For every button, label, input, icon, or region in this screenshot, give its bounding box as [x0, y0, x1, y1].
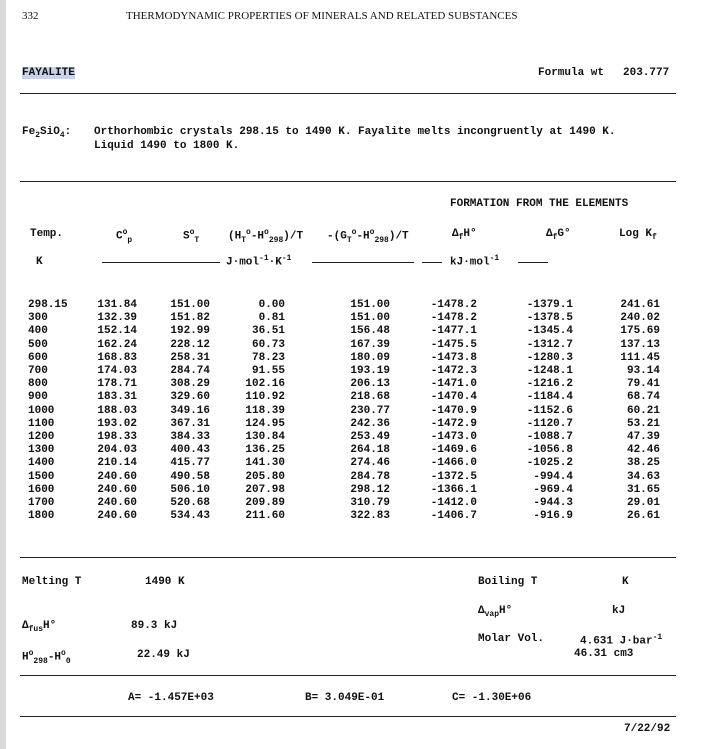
cell-temp: 500 — [28, 338, 48, 351]
cell-h: 110.92 — [245, 391, 285, 404]
cell-g: 230.77 — [350, 404, 390, 417]
cell-g: 180.09 — [350, 351, 390, 364]
cell-dfh: -1466.0 — [430, 457, 477, 470]
chemical-formula: $Fe_2SiO_4$: — [22, 126, 72, 141]
cell-h: 207.98 — [245, 483, 285, 496]
table-row — [0, 378, 708, 390]
unit-rule-left-b — [312, 262, 414, 263]
cell-temp: 400 — [28, 325, 48, 338]
cell-temp: 1000 — [28, 404, 55, 417]
cell-cp: 240.60 — [97, 497, 137, 509]
table-row — [0, 391, 708, 403]
cell-g: 298.12 — [350, 483, 390, 496]
cell-h: 78.23 — [251, 351, 285, 364]
cell-dfh: -1469.6 — [430, 444, 477, 457]
coef-c: C= -1.30E+06 — [452, 692, 532, 704]
cell-dfg: -1056.8 — [526, 444, 573, 457]
cell-cp: 210.14 — [97, 457, 137, 470]
col-header-logk: Log $K_f$ — [619, 228, 657, 243]
cell-cp: 183.31 — [97, 391, 137, 404]
molar-vol-value-2: 46.31 cm3 — [574, 648, 634, 660]
table-row — [0, 339, 708, 351]
table-row — [0, 444, 708, 456]
cell-s: 308.29 — [170, 378, 210, 391]
cell-h: 118.39 — [245, 404, 285, 417]
cell-logk: 111.45 — [620, 351, 660, 364]
cell-dfh: -1473.8 — [430, 351, 477, 364]
cell-dfh: -1473.0 — [430, 431, 477, 443]
cell-g: 218.68 — [350, 391, 390, 404]
cell-cp: 132.39 — [97, 312, 137, 325]
cell-logk: 68.74 — [626, 391, 660, 404]
cell-temp: 1800 — [28, 510, 55, 523]
cell-cp: 198.33 — [97, 431, 137, 443]
cell-logk: 47.39 — [626, 431, 660, 443]
cell-s: 367.31 — [170, 417, 210, 430]
rule-before-coeffs — [20, 675, 676, 676]
cell-logk: 34.63 — [626, 470, 660, 483]
cell-dfh: -1475.5 — [430, 338, 477, 351]
molar-vol-value-1: 4.631 J·bar$^{-1}$ — [580, 633, 663, 648]
unit-j: $J\cdot mol^{-1}\cdot K^{-1}$ — [226, 254, 292, 269]
cell-h: 124.95 — [245, 417, 285, 430]
col-header-cp: $C^o_p$ — [116, 228, 133, 245]
cell-temp: 298.15 — [28, 299, 68, 311]
cell-cp: 193.02 — [97, 417, 137, 430]
cell-dfh: -1406.7 — [430, 510, 477, 523]
unit-kj: kJ·mol$^{-1}$ — [450, 254, 500, 269]
col-header-temp: Temp. — [30, 228, 64, 240]
table-row — [0, 431, 708, 443]
rule-section — [20, 181, 676, 182]
cell-cp: 152.14 — [97, 325, 137, 338]
cell-s: 534.43 — [170, 510, 210, 523]
cell-cp: 188.03 — [97, 404, 137, 417]
cell-s: 228.12 — [170, 338, 210, 351]
cell-g: 193.19 — [350, 365, 390, 377]
cell-logk: 241.61 — [620, 299, 660, 311]
cell-dfh: -1372.5 — [430, 470, 477, 483]
cell-dfg: -1216.2 — [526, 378, 573, 391]
cell-cp: 240.60 — [97, 510, 137, 523]
cell-g: 242.36 — [350, 417, 390, 430]
col-header-h: $(H_T^o-H^o_{298})/T$ — [228, 228, 304, 245]
cell-logk: 42.46 — [626, 444, 660, 457]
table-row — [0, 312, 708, 324]
cell-dfg: -1120.7 — [526, 417, 573, 430]
cell-h: 0.81 — [258, 312, 285, 325]
cell-cp: 174.03 — [97, 365, 137, 377]
cell-dfg: -994.4 — [533, 470, 573, 483]
cell-temp: 1700 — [28, 497, 55, 509]
cell-cp: 204.03 — [97, 444, 137, 457]
col-header-g: $-(G_T^o-H^o_{298})/T$ — [327, 228, 409, 245]
cell-dfh: -1478.2 — [430, 299, 477, 311]
rule-top — [20, 93, 676, 94]
cell-h: 102.16 — [245, 378, 285, 391]
formation-group-header: FORMATION FROM THE ELEMENTS — [450, 198, 629, 210]
cell-h: 211.60 — [245, 510, 285, 523]
table-row — [0, 510, 708, 522]
cell-temp: 1100 — [28, 417, 55, 430]
cell-dfg: -969.4 — [533, 483, 573, 496]
cell-temp: 1200 — [28, 431, 55, 443]
cell-cp: 131.84 — [97, 299, 137, 311]
cell-logk: 240.02 — [620, 312, 660, 325]
cell-h: 60.73 — [251, 338, 285, 351]
cell-g: 264.18 — [350, 444, 390, 457]
cell-h: 136.25 — [245, 444, 285, 457]
description-line-1: Orthorhombic crystals 298.15 to 1490 K. Fayalite melts incongruently at 1490 K. — [94, 126, 616, 138]
cell-s: 400.43 — [170, 444, 210, 457]
mineral-name: FAYALITE — [22, 67, 75, 79]
cell-logk: 60.21 — [626, 404, 660, 417]
dfus-label: $\Delta_{fus}H^\circ$ — [22, 620, 57, 635]
page-number: 332 — [22, 10, 39, 22]
cell-logk: 93.14 — [626, 365, 660, 377]
cell-logk: 137.13 — [620, 338, 660, 351]
running-title: THERMODYNAMIC PROPERTIES OF MINERALS AND RELATED SUBSTANCES — [126, 10, 518, 22]
dvap-label: $\Delta_{vap}H^\circ$ — [478, 605, 513, 620]
cell-dfg: -1152.6 — [526, 404, 573, 417]
cell-temp: 700 — [28, 365, 48, 377]
table-row — [0, 365, 708, 377]
cell-g: 151.00 — [350, 299, 390, 311]
cell-dfg: -1025.2 — [526, 457, 573, 470]
col-header-temp-unit: K — [36, 256, 43, 268]
cell-temp: 1300 — [28, 444, 55, 457]
cell-s: 384.33 — [170, 431, 210, 443]
h298-value: 22.49 kJ — [137, 649, 190, 661]
cell-g: 310.79 — [350, 497, 390, 509]
cell-dfh: -1472.9 — [430, 417, 477, 430]
cell-s: 415.77 — [170, 457, 210, 470]
cell-s: 329.60 — [170, 391, 210, 404]
cell-temp: 1500 — [28, 470, 55, 483]
cell-dfg: -1280.3 — [526, 351, 573, 364]
cell-h: 36.51 — [251, 325, 285, 338]
cell-logk: 38.25 — [626, 457, 660, 470]
table-row — [0, 418, 708, 430]
cell-g: 274.46 — [350, 457, 390, 470]
cell-s: 520.68 — [170, 497, 210, 509]
cell-dfh: -1472.3 — [430, 365, 477, 377]
cell-logk: 26.61 — [626, 510, 660, 523]
cell-dfg: -1379.1 — [526, 299, 573, 311]
dvap-value: kJ — [612, 605, 626, 617]
cell-s: 349.16 — [170, 404, 210, 417]
unit-rule-right-a — [422, 262, 442, 263]
cell-g: 206.13 — [350, 378, 390, 391]
table-row — [0, 484, 708, 496]
rule-bottom — [20, 716, 676, 717]
cell-cp: 240.60 — [97, 483, 137, 496]
cell-s: 151.00 — [170, 299, 210, 311]
cell-h: 0.00 — [258, 299, 285, 311]
cell-temp: 300 — [28, 312, 48, 325]
cell-g: 253.49 — [350, 431, 390, 443]
cell-dfg: -1378.5 — [526, 312, 573, 325]
cell-g: 284.78 — [350, 470, 390, 483]
cell-temp: 1400 — [28, 457, 55, 470]
cell-logk: 31.65 — [626, 483, 660, 496]
col-header-dfh: $\Delta_fH^\circ$ — [452, 228, 477, 243]
table-row — [0, 325, 708, 337]
cell-s: 506.10 — [170, 483, 210, 496]
cell-temp: 1600 — [28, 483, 55, 496]
cell-g: 167.39 — [350, 338, 390, 351]
table-row — [0, 352, 708, 364]
cell-logk: 29.01 — [626, 497, 660, 509]
cell-dfg: -1248.1 — [526, 365, 573, 377]
cell-dfg: -1088.7 — [526, 431, 573, 443]
cell-h: 205.80 — [245, 470, 285, 483]
cell-temp: 900 — [28, 391, 48, 404]
formula-wt-label: Formula wt — [538, 67, 605, 79]
boiling-label: Boiling T — [478, 576, 538, 588]
cell-cp: 178.71 — [97, 378, 137, 391]
cell-dfh: -1471.0 — [430, 378, 477, 391]
rule-after-table — [20, 557, 676, 558]
unit-rule-left-a — [102, 262, 220, 263]
cell-dfh: -1470.4 — [430, 391, 477, 404]
cell-dfh: -1366.1 — [430, 483, 477, 496]
table-row — [0, 497, 708, 509]
cell-logk: 175.69 — [620, 325, 660, 338]
table-row — [0, 299, 708, 311]
formula-wt-value: 203.777 — [623, 67, 670, 79]
melting-value: 1490 K — [145, 576, 185, 588]
cell-dfg: -944.3 — [533, 497, 573, 509]
cell-dfg: -1184.4 — [526, 391, 573, 404]
coef-a: A= -1.457E+03 — [128, 692, 214, 704]
revision-date: 7/22/92 — [624, 723, 671, 735]
cell-cp: 240.60 — [97, 470, 137, 483]
cell-dfg: -916.9 — [533, 510, 573, 523]
cell-dfh: -1470.9 — [430, 404, 477, 417]
cell-g: 151.00 — [350, 312, 390, 325]
cell-cp: 168.83 — [97, 351, 137, 364]
cell-s: 151.82 — [170, 312, 210, 325]
cell-g: 322.83 — [350, 510, 390, 523]
cell-logk: 79.41 — [626, 378, 660, 391]
h298-label: $H^o_{298}-H^o_0$ — [22, 649, 71, 666]
cell-s: 284.74 — [170, 365, 210, 377]
col-header-dfg: $\Delta_fG^\circ$ — [546, 228, 571, 243]
description-line-2: Liquid 1490 to 1800 K. — [94, 140, 240, 152]
unit-rule-right-b — [518, 262, 548, 263]
cell-h: 141.30 — [245, 457, 285, 470]
cell-dfg: -1345.4 — [526, 325, 573, 338]
cell-dfh: -1478.2 — [430, 312, 477, 325]
cell-s: 490.58 — [170, 470, 210, 483]
melting-label: Melting T — [22, 576, 82, 588]
col-header-s: $S^o_T$ — [183, 228, 200, 245]
cell-cp: 162.24 — [97, 338, 137, 351]
cell-g: 156.48 — [350, 325, 390, 338]
cell-temp: 600 — [28, 351, 48, 364]
cell-h: 209.89 — [245, 497, 285, 509]
cell-h: 130.84 — [245, 431, 285, 443]
dfus-value: 89.3 kJ — [131, 620, 178, 632]
cell-dfh: -1477.1 — [430, 325, 477, 338]
table-row — [0, 405, 708, 417]
cell-dfg: -1312.7 — [526, 338, 573, 351]
molar-vol-label: Molar Vol. — [478, 633, 545, 645]
coef-b: B= 3.049E-01 — [305, 692, 385, 704]
boiling-value: K — [622, 576, 629, 588]
table-row — [0, 471, 708, 483]
cell-h: 91.55 — [251, 365, 285, 377]
cell-logk: 53.21 — [626, 417, 660, 430]
cell-s: 258.31 — [170, 351, 210, 364]
cell-temp: 800 — [28, 378, 48, 391]
table-row — [0, 457, 708, 469]
cell-s: 192.99 — [170, 325, 210, 338]
cell-dfh: -1412.0 — [430, 497, 477, 509]
